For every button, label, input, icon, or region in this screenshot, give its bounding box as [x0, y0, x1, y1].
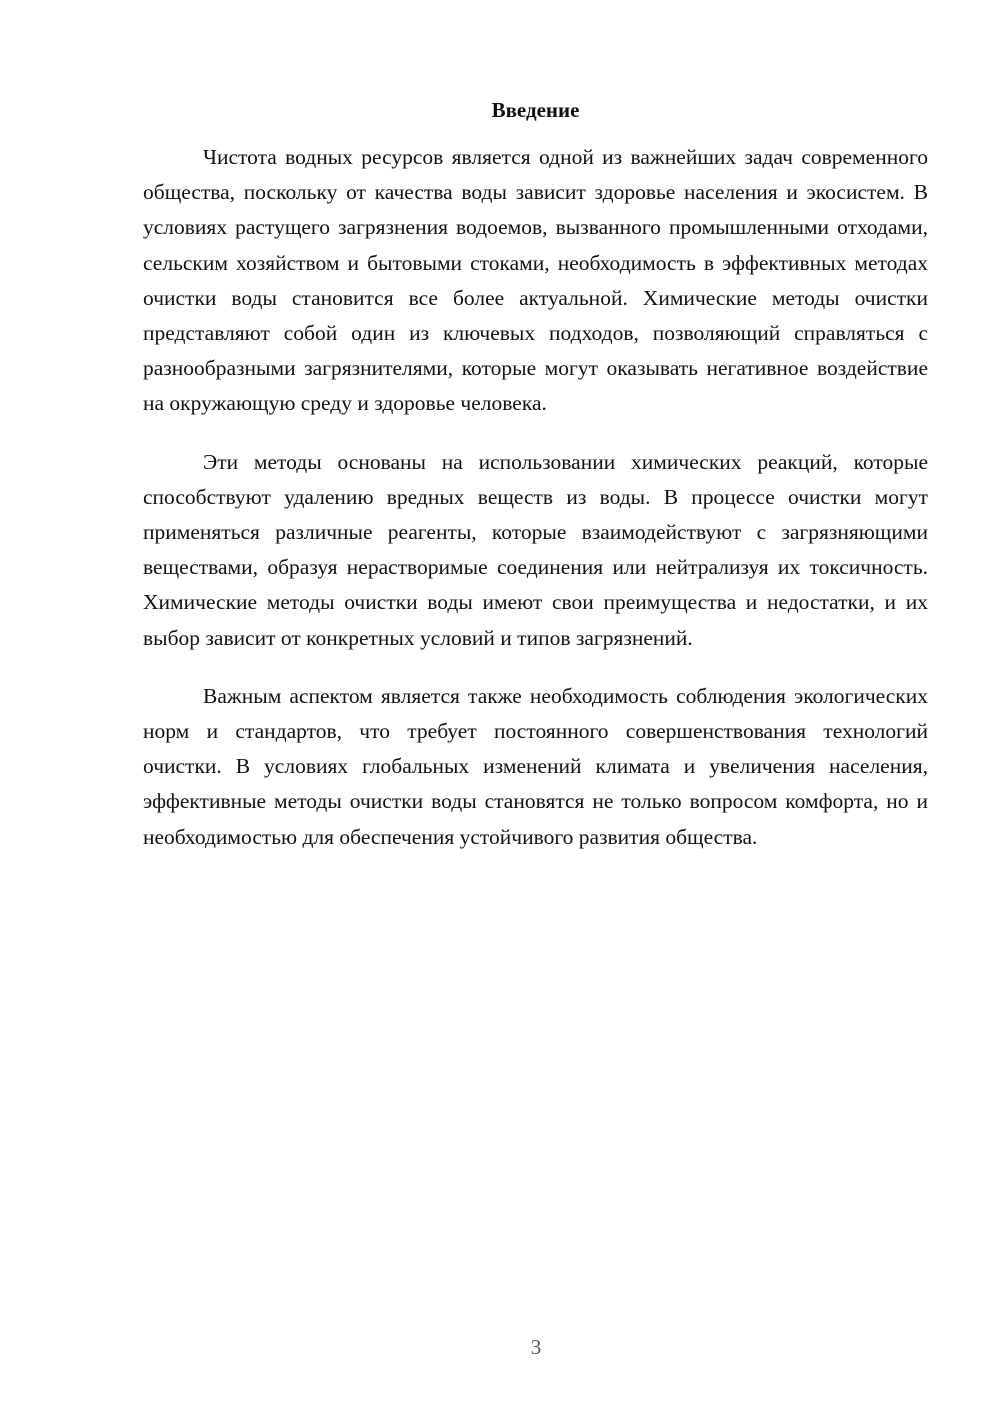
page-number: 3: [530, 1335, 542, 1359]
section-title: Введение: [491, 98, 580, 122]
page-content: [143, 95, 928, 855]
paragraph-3: Важным аспектом является также необходимость соблюдения экологических норм и стандартов, что требует постоянного совершенствования технологий очистки. В условиях глобальных изменений климата и увеличения населения, эффективные методы очистки воды становятся не только вопросом комфорта, но и необходимостью для обеспечения устойчивого развития общества.: [143, 683, 928, 849]
paragraph-1: Чистота водных ресурсов является одной из важнейших задач современного общества, поскольку от качества воды зависит здоровье населения и экосистем. В условиях растущего загрязнения водоемов, вызванного промышленными отходами, сельским хозяйством и бытовыми стоками, необходимость в эффективных методах очистки воды становится все более актуальной. Химические методы очистки представляют собой один из ключевых подходов, позволяющий справляться с разнообразными загрязнителями, которые могут оказывать негативное воздействие на окружающую среду и здоровье человека.: [143, 145, 928, 416]
paragraph-2: Эти методы основаны на использовании химических реакций, которые способствуют удалению вредных веществ из воды. В процессе очистки могут применяться различные реагенты, которые взаимодействуют с загрязняющими веществами, образуя нерастворимые соединения или нейтрализуя их токсичность. Химические методы очистки воды имеют свои преимущества и недостатки, и их выбор зависит от конкретных условий и типов загрязнений.: [143, 449, 928, 650]
